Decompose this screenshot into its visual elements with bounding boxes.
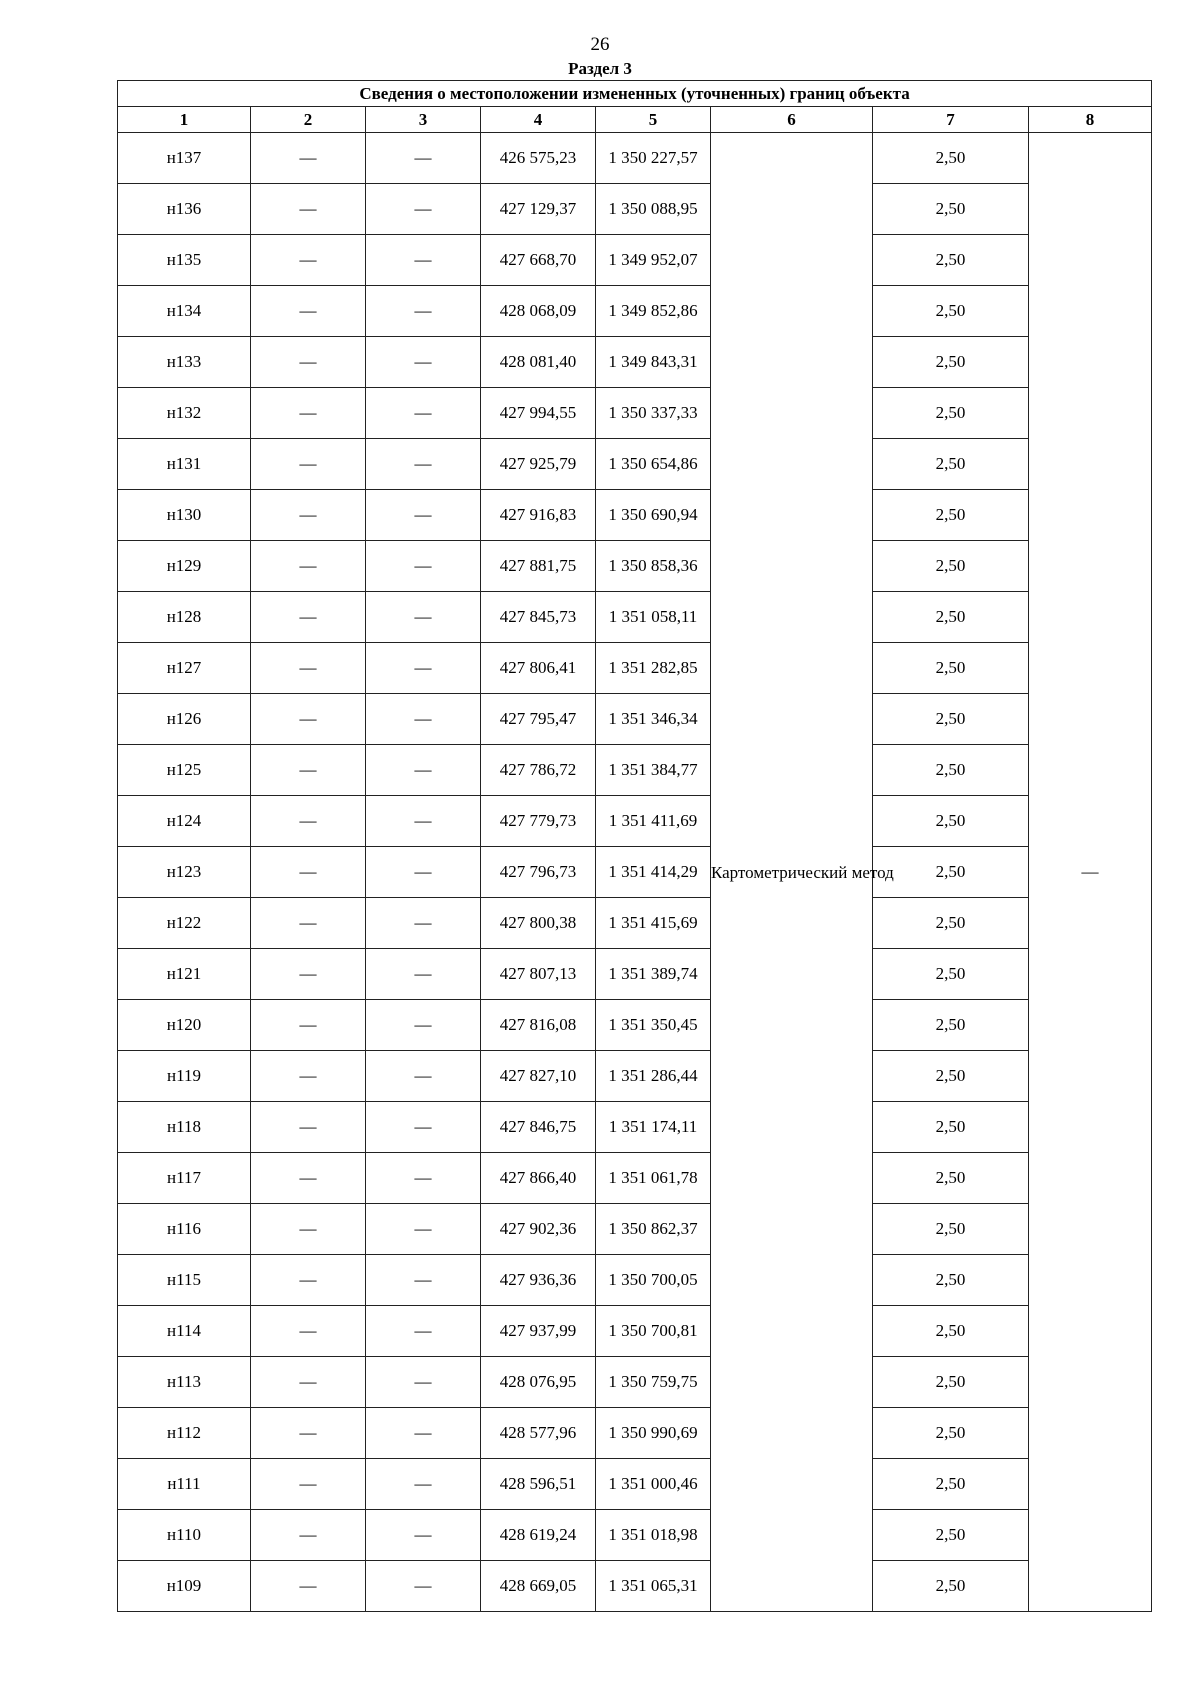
y-coordinate-cell: 1 350 990,69 [596, 1408, 711, 1459]
x-coordinate-cell: 427 827,10 [481, 1051, 596, 1102]
dash-cell: — [251, 898, 366, 949]
precision-cell: 2,50 [873, 1459, 1029, 1510]
table-row [118, 388, 1152, 439]
precision-cell: 2,50 [873, 1510, 1029, 1561]
y-coordinate-cell: 1 351 346,34 [596, 694, 711, 745]
dash-cell: — [366, 1561, 481, 1612]
point-name-cell: н134 [118, 286, 251, 337]
y-coordinate-cell: 1 350 337,33 [596, 388, 711, 439]
y-coordinate-cell: 1 350 654,86 [596, 439, 711, 490]
x-coordinate-cell: 427 881,75 [481, 541, 596, 592]
dash-cell: — [251, 1051, 366, 1102]
point-name-cell: н117 [118, 1153, 251, 1204]
y-coordinate-cell: 1 351 018,98 [596, 1510, 711, 1561]
table-row [118, 1153, 1152, 1204]
dash-cell: — [251, 847, 366, 898]
dash-cell: — [251, 337, 366, 388]
method-cell: Картометрический метод [711, 133, 873, 1612]
y-coordinate-cell: 1 351 000,46 [596, 1459, 711, 1510]
y-coordinate-cell: 1 351 389,74 [596, 949, 711, 1000]
table-row [118, 1000, 1152, 1051]
point-name-cell: н124 [118, 796, 251, 847]
table-row [118, 133, 1152, 184]
table-row [118, 1102, 1152, 1153]
precision-cell: 2,50 [873, 949, 1029, 1000]
x-coordinate-cell: 427 668,70 [481, 235, 596, 286]
dash-cell: — [251, 1459, 366, 1510]
y-coordinate-cell: 1 351 065,31 [596, 1561, 711, 1612]
precision-cell: 2,50 [873, 388, 1029, 439]
point-name-cell: н118 [118, 1102, 251, 1153]
y-coordinate-cell: 1 351 058,11 [596, 592, 711, 643]
column-number-row [118, 107, 1152, 133]
section-title: Раздел 3 [568, 59, 632, 78]
precision-cell: 2,50 [873, 1051, 1029, 1102]
y-coordinate-cell: 1 350 759,75 [596, 1357, 711, 1408]
y-coordinate-cell: 1 351 286,44 [596, 1051, 711, 1102]
precision-cell: 2,50 [873, 1561, 1029, 1612]
dash-cell: — [251, 1204, 366, 1255]
point-name-cell: н130 [118, 490, 251, 541]
dash-cell: — [251, 643, 366, 694]
x-coordinate-cell: 427 806,41 [481, 643, 596, 694]
table-row [118, 541, 1152, 592]
y-coordinate-cell: 1 351 350,45 [596, 1000, 711, 1051]
dash-cell: — [366, 1000, 481, 1051]
table-row [118, 949, 1152, 1000]
y-coordinate-cell: 1 350 700,05 [596, 1255, 711, 1306]
point-name-cell: н113 [118, 1357, 251, 1408]
point-name-cell: н114 [118, 1306, 251, 1357]
dash-cell: — [251, 439, 366, 490]
coordinates-table [117, 80, 1152, 1612]
dash-cell: — [366, 898, 481, 949]
table-row [118, 1561, 1152, 1612]
column-number: 3 [366, 107, 481, 133]
table-row [118, 1408, 1152, 1459]
table-row [118, 235, 1152, 286]
x-coordinate-cell: 427 916,83 [481, 490, 596, 541]
x-coordinate-cell: 427 845,73 [481, 592, 596, 643]
point-name-cell: н125 [118, 745, 251, 796]
dash-cell: — [251, 1000, 366, 1051]
precision-cell: 2,50 [873, 745, 1029, 796]
table-row [118, 643, 1152, 694]
x-coordinate-cell: 427 129,37 [481, 184, 596, 235]
point-name-cell: н109 [118, 1561, 251, 1612]
dash-cell: — [251, 1561, 366, 1612]
point-name-cell: н111 [118, 1459, 251, 1510]
precision-cell: 2,50 [873, 286, 1029, 337]
x-coordinate-cell: 428 081,40 [481, 337, 596, 388]
precision-cell: 2,50 [873, 133, 1029, 184]
point-name-cell: н126 [118, 694, 251, 745]
table-row [118, 1510, 1152, 1561]
point-name-cell: н120 [118, 1000, 251, 1051]
precision-cell: 2,50 [873, 592, 1029, 643]
point-name-cell: н112 [118, 1408, 251, 1459]
table-row [118, 796, 1152, 847]
dash-cell: — [366, 1357, 481, 1408]
x-coordinate-cell: 427 795,47 [481, 694, 596, 745]
table-row [118, 337, 1152, 388]
y-coordinate-cell: 1 351 411,69 [596, 796, 711, 847]
x-coordinate-cell: 428 076,95 [481, 1357, 596, 1408]
dash-cell: — [366, 1306, 481, 1357]
y-coordinate-cell: 1 351 415,69 [596, 898, 711, 949]
point-name-cell: н133 [118, 337, 251, 388]
precision-cell: 2,50 [873, 643, 1029, 694]
y-coordinate-cell: 1 350 227,57 [596, 133, 711, 184]
column-number: 7 [873, 107, 1029, 133]
dash-cell: — [251, 490, 366, 541]
precision-cell: 2,50 [873, 439, 1029, 490]
column-number: 4 [481, 107, 596, 133]
dash-cell: — [251, 541, 366, 592]
table-row [118, 745, 1152, 796]
table-row [118, 1306, 1152, 1357]
y-coordinate-cell: 1 350 858,36 [596, 541, 711, 592]
page-number: 26 [590, 34, 610, 55]
precision-cell: 2,50 [873, 796, 1029, 847]
column-number: 5 [596, 107, 711, 133]
table-body [118, 133, 1152, 1612]
dash-cell: — [366, 1153, 481, 1204]
table-row [118, 490, 1152, 541]
table-row [118, 592, 1152, 643]
dash-cell: — [251, 796, 366, 847]
table-row [118, 1255, 1152, 1306]
point-name-cell: н131 [118, 439, 251, 490]
table-row [118, 439, 1152, 490]
dash-cell: — [366, 1408, 481, 1459]
dash-cell: — [251, 286, 366, 337]
x-coordinate-cell: 428 577,96 [481, 1408, 596, 1459]
column-number: 2 [251, 107, 366, 133]
dash-cell: — [366, 286, 481, 337]
dash-cell: — [366, 1510, 481, 1561]
point-name-cell: н136 [118, 184, 251, 235]
dash-cell: — [251, 1306, 366, 1357]
dash-cell: — [251, 235, 366, 286]
x-coordinate-cell: 428 669,05 [481, 1561, 596, 1612]
dash-cell: — [366, 745, 481, 796]
dash-cell: — [366, 949, 481, 1000]
point-name-cell: н123 [118, 847, 251, 898]
precision-cell: 2,50 [873, 541, 1029, 592]
dash-cell: — [366, 1255, 481, 1306]
table-row [118, 694, 1152, 745]
x-coordinate-cell: 427 866,40 [481, 1153, 596, 1204]
x-coordinate-cell: 427 937,99 [481, 1306, 596, 1357]
dash-cell: — [251, 133, 366, 184]
table-row [118, 1357, 1152, 1408]
y-coordinate-cell: 1 351 384,77 [596, 745, 711, 796]
table-row [118, 898, 1152, 949]
point-name-cell: н121 [118, 949, 251, 1000]
dash-cell: — [251, 1510, 366, 1561]
y-coordinate-cell: 1 350 700,81 [596, 1306, 711, 1357]
precision-cell: 2,50 [873, 694, 1029, 745]
y-coordinate-cell: 1 351 282,85 [596, 643, 711, 694]
table-row [118, 184, 1152, 235]
dash-cell: — [251, 949, 366, 1000]
y-coordinate-cell: 1 351 414,29 [596, 847, 711, 898]
point-name-cell: н115 [118, 1255, 251, 1306]
dash-cell: — [366, 694, 481, 745]
dash-cell: — [251, 388, 366, 439]
precision-cell: 2,50 [873, 898, 1029, 949]
point-name-cell: н110 [118, 1510, 251, 1561]
column-number: 1 [118, 107, 251, 133]
precision-cell: 2,50 [873, 1306, 1029, 1357]
point-name-cell: н128 [118, 592, 251, 643]
dash-cell: — [366, 388, 481, 439]
point-name-cell: н132 [118, 388, 251, 439]
precision-cell: 2,50 [873, 337, 1029, 388]
dash-cell: — [366, 184, 481, 235]
table-row [118, 1051, 1152, 1102]
dash-cell: — [366, 643, 481, 694]
dash-cell: — [366, 592, 481, 643]
x-coordinate-cell: 427 994,55 [481, 388, 596, 439]
x-coordinate-cell: 427 846,75 [481, 1102, 596, 1153]
dash-cell: — [251, 1408, 366, 1459]
precision-cell: 2,50 [873, 1204, 1029, 1255]
dash-cell: — [251, 1102, 366, 1153]
x-coordinate-cell: 427 902,36 [481, 1204, 596, 1255]
table-row [118, 286, 1152, 337]
dash-cell: — [366, 1459, 481, 1510]
y-coordinate-cell: 1 351 061,78 [596, 1153, 711, 1204]
y-coordinate-cell: 1 351 174,11 [596, 1102, 711, 1153]
dash-cell: — [251, 592, 366, 643]
precision-cell: 2,50 [873, 847, 1029, 898]
dash-cell: — [251, 694, 366, 745]
y-coordinate-cell: 1 350 862,37 [596, 1204, 711, 1255]
table-row [118, 1459, 1152, 1510]
dash-cell: — [251, 1153, 366, 1204]
y-coordinate-cell: 1 350 690,94 [596, 490, 711, 541]
dash-cell: — [366, 1051, 481, 1102]
point-name-cell: н129 [118, 541, 251, 592]
y-coordinate-cell: 1 349 852,86 [596, 286, 711, 337]
precision-cell: 2,50 [873, 1408, 1029, 1459]
dash-cell: — [366, 541, 481, 592]
precision-cell: 2,50 [873, 1102, 1029, 1153]
table-row [118, 847, 1152, 898]
dash-cell: — [366, 490, 481, 541]
column-number: 8 [1029, 107, 1152, 133]
x-coordinate-cell: 428 068,09 [481, 286, 596, 337]
column-number: 6 [711, 107, 873, 133]
point-name-cell: н127 [118, 643, 251, 694]
point-name-cell: н122 [118, 898, 251, 949]
x-coordinate-cell: 428 596,51 [481, 1459, 596, 1510]
y-coordinate-cell: 1 349 843,31 [596, 337, 711, 388]
dash-cell: — [366, 235, 481, 286]
x-coordinate-cell: 427 925,79 [481, 439, 596, 490]
x-coordinate-cell: 427 786,72 [481, 745, 596, 796]
point-name-cell: н137 [118, 133, 251, 184]
precision-cell: 2,50 [873, 184, 1029, 235]
x-coordinate-cell: 426 575,23 [481, 133, 596, 184]
point-name-cell: н119 [118, 1051, 251, 1102]
table-row [118, 1204, 1152, 1255]
x-coordinate-cell: 427 936,36 [481, 1255, 596, 1306]
precision-cell: 2,50 [873, 1255, 1029, 1306]
precision-cell: 2,50 [873, 235, 1029, 286]
dash-cell: — [366, 439, 481, 490]
dash-cell: — [366, 1204, 481, 1255]
dash-cell: — [366, 133, 481, 184]
x-coordinate-cell: 427 779,73 [481, 796, 596, 847]
precision-cell: 2,50 [873, 1357, 1029, 1408]
dash-cell: — [251, 1255, 366, 1306]
precision-cell: 2,50 [873, 1000, 1029, 1051]
precision-cell: 2,50 [873, 1153, 1029, 1204]
point-name-cell: н116 [118, 1204, 251, 1255]
point-name-cell: н135 [118, 235, 251, 286]
dash-cell: — [366, 337, 481, 388]
dash-cell: — [366, 796, 481, 847]
x-coordinate-cell: 427 816,08 [481, 1000, 596, 1051]
column-8-cell: — [1029, 133, 1152, 1612]
table-caption: Сведения о местоположении измененных (уточненных) границ объекта [118, 81, 1152, 107]
x-coordinate-cell: 427 807,13 [481, 949, 596, 1000]
y-coordinate-cell: 1 350 088,95 [596, 184, 711, 235]
y-coordinate-cell: 1 349 952,07 [596, 235, 711, 286]
dash-cell: — [251, 1357, 366, 1408]
dash-cell: — [366, 1102, 481, 1153]
x-coordinate-cell: 427 796,73 [481, 847, 596, 898]
dash-cell: — [366, 847, 481, 898]
dash-cell: — [251, 745, 366, 796]
x-coordinate-cell: 428 619,24 [481, 1510, 596, 1561]
x-coordinate-cell: 427 800,38 [481, 898, 596, 949]
dash-cell: — [251, 184, 366, 235]
precision-cell: 2,50 [873, 490, 1029, 541]
